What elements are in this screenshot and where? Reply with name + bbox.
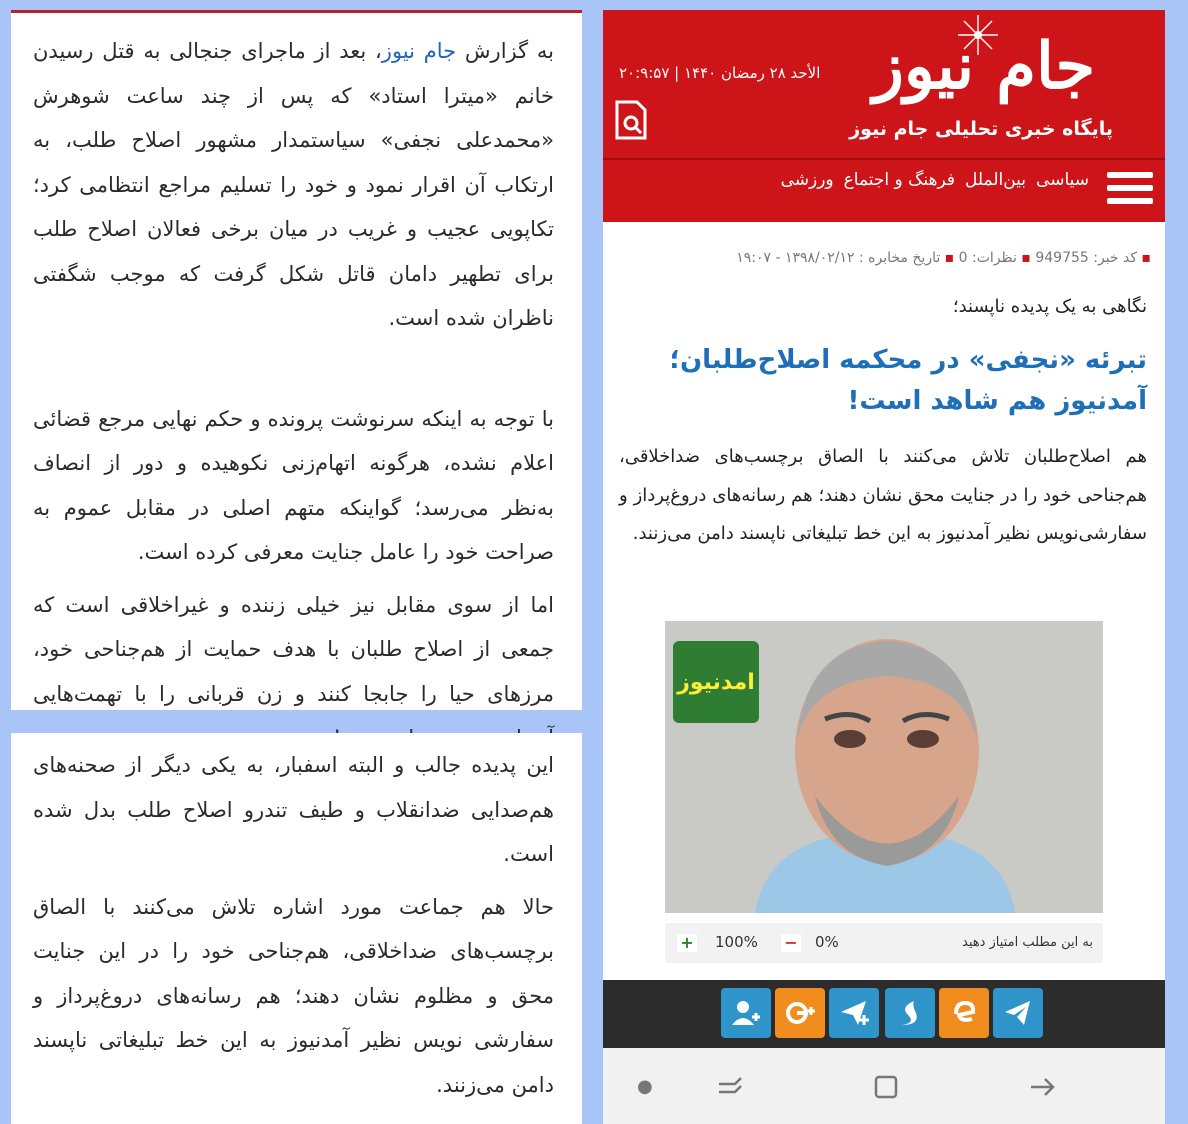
article-paragraph-5: حالا هم جماعت مورد اشاره تلاش می‌کنند با الصاق برچسب‌های ضداخلاقی، هم‌جناحی خود را در این جنایت محق و مظلوم نشان دهند؛ هم رسانه‌های دروغ‌پرداز و سفارشی نویس نظیر آمدنیوز به این خط تبلیغاتی ناپسند دامن می‌زنند. (33, 894, 554, 1097)
article-paragraph-1 (33, 29, 554, 341)
dot-icon[interactable]: ● (637, 1076, 653, 1097)
comment-count: 0 (958, 250, 968, 266)
nav-item-sports[interactable]: ورزشی (780, 170, 834, 190)
news-headline: تبرئه «نجفی» در محکمه اصلاح‌طلبان؛ آمدنیوز هم شاهد است! (669, 345, 1147, 416)
nav-item-international[interactable]: بین‌الملل (964, 170, 1027, 190)
site-logo[interactable]: جام نیوز (872, 29, 1095, 104)
news-meta: ▪ کد خبر: 949755 ▪ نظرات: 0 ▪ تاریخ مخابره : ۱۳۹۸/۰۲/۱۲ - ۱۹:۰۷ (736, 250, 1151, 266)
paragraph-text: به گزارش (456, 39, 555, 63)
android-nav-bar (603, 1048, 1165, 1124)
share-bar (603, 980, 1165, 1048)
article-paragraph-4: این پدیده جالب و البته اسفبار، به یکی دیگر از صحنه‌های هم‌صدایی ضدانقلاب و طیف تندرو اصلاح طلب بدل شده است. (33, 753, 554, 866)
news-code: 949755 (1035, 250, 1089, 266)
article-panel-top (11, 10, 582, 710)
header-date: الأحد ۲۸ رمضان ۱۴۴۰ | ۲۰:۹:۵۷ (619, 64, 821, 82)
article-paragraph-2: با توجه به اینکه سرنوشت پرونده و حکم نهایی مرجع قضائی اعلام نشده، هرگونه اتهام‌زنی نکوهیده و دور از انصاف به‌نظر می‌رسد؛ گواینکه متهم اصلی در مقابل عموم به صراحت خود را عامل جنایت معرفی کرده است. (33, 406, 554, 564)
eitaa-icon[interactable] (939, 988, 989, 1038)
telegram-icon[interactable] (993, 988, 1043, 1038)
news-lead: هم اصلاح‌طلبان تلاش می‌کنند با الصاق برچسب‌های ضداخلاقی، هم‌جناحی خود را در جنایت محق نشان دهند؛ هم رسانه‌های دروغ‌پرداز و سفارشی‌نویس نظیر آمدنیوز به این خط تبلیغاتی ناپسند دامن می‌زنند. (619, 446, 1147, 544)
hamburger-menu-icon[interactable] (1107, 172, 1153, 212)
article-paragraph-3: اما از سوی مقابل نیز خیلی زننده و غیراخلاقی است که جمعی از اصلاح طلبان با هدف حمایت از هم‌جناحی خود، مرزهای حیا را جابجا کنند و زن قربانی را با تهمت‌هایی (33, 592, 554, 706)
dislike-percent: 0% (815, 933, 839, 951)
rating-box (665, 923, 1103, 963)
source-link[interactable]: جام نیوز (381, 39, 457, 63)
paragraph-text: ، بعد از ماجرای جنجالی به قتل رسیدن خانم «میترا استاد» که پس از چند ساعت شوهرش «محمدعلی نجفی» سیاستمدار مشهور اصلاح طلب، به ارتکاب آن اقرار نمود و خود را تسلیم مراجع انتظامی کرد؛ تکاپویی عجیب و غریب در میان برخی فعالان اصلاح طلب برای تطهیر دامان قاتل شکل گرفت که موجب شگفتی ناظران شده است. (33, 39, 554, 330)
add-send-icon[interactable] (829, 988, 879, 1038)
meta-label: نظرات: (972, 250, 1017, 266)
site-header (603, 10, 1165, 158)
nav-item-culture[interactable]: فرهنگ و اجتماع (843, 170, 955, 190)
dislike-button[interactable]: − (781, 934, 801, 952)
news-photo (665, 621, 1103, 913)
soroush-icon[interactable] (885, 988, 935, 1038)
google-plus-icon[interactable] (775, 988, 825, 1038)
mobile-screenshot (603, 10, 1165, 1124)
news-date: ۱۳۹۸/۰۲/۱۲ - ۱۹:۰۷ (736, 250, 855, 266)
photo-logo-text: امدنیوز (677, 669, 755, 695)
nav-item-politics[interactable]: سیاسی (1036, 170, 1089, 190)
meta-label: کد خبر: (1093, 250, 1138, 266)
like-button[interactable]: + (677, 934, 697, 952)
back-arrow-icon[interactable] (1027, 1072, 1057, 1102)
add-user-icon[interactable] (721, 988, 771, 1038)
site-tagline: پایگاه خبری تحلیلی جام نیوز (849, 118, 1113, 140)
meta-label: تاریخ مخابره : (859, 250, 941, 266)
nav-items (781, 170, 1089, 190)
home-square-icon[interactable] (871, 1072, 901, 1102)
article-panel-bottom (11, 733, 582, 1124)
news-kicker: نگاهی به یک پدیده ناپسند؛ (952, 296, 1147, 317)
amadnews-logo (673, 641, 759, 723)
recent-apps-icon[interactable] (715, 1072, 745, 1102)
document-search-icon[interactable] (611, 99, 651, 141)
like-percent: 100% (715, 933, 758, 951)
main-nav (603, 158, 1165, 222)
rating-label: به این مطلب امتیاز دهید (962, 935, 1093, 950)
